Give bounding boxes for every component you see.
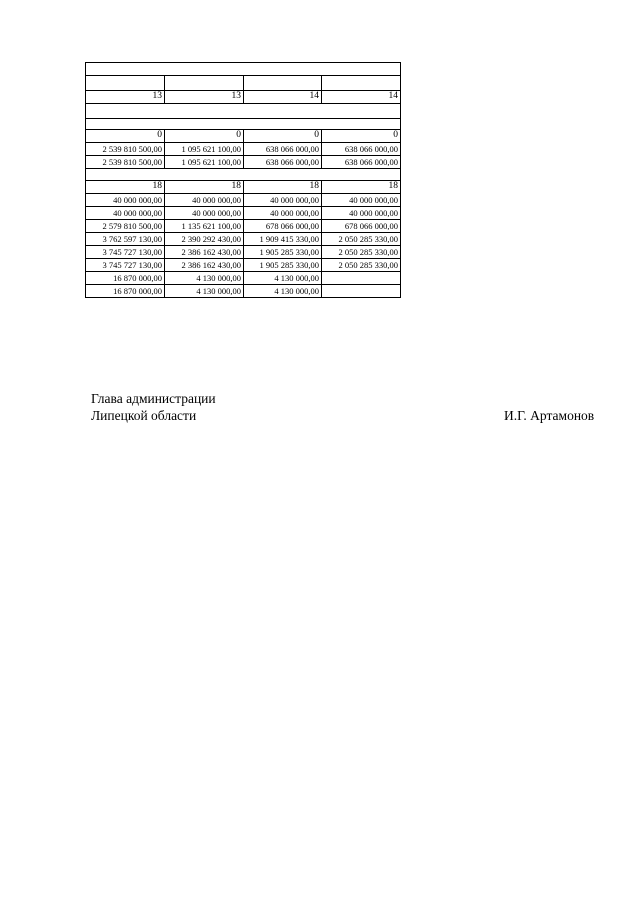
table-cell (244, 76, 322, 91)
table-row (86, 246, 401, 259)
table-cell: 0 (322, 130, 401, 143)
table-cell: 18 (165, 181, 244, 194)
table-cell (86, 63, 401, 76)
table-cell (322, 285, 401, 298)
table-cell: 40 000 000,00 (244, 207, 322, 220)
table-cell: 18 (322, 181, 401, 194)
table-cell: 40 000 000,00 (86, 194, 165, 207)
table-cell (322, 76, 401, 91)
table-cell: 4 130 000,00 (244, 272, 322, 285)
table-cell: 4 130 000,00 (165, 272, 244, 285)
table-cell (86, 169, 401, 181)
table-row (86, 272, 401, 285)
table-cell: 2 050 285 330,00 (322, 233, 401, 246)
table-cell: 40 000 000,00 (322, 207, 401, 220)
table-cell: 2 539 810 500,00 (86, 143, 165, 156)
table-cell: 18 (244, 181, 322, 194)
table-cell: 14 (322, 91, 401, 104)
table-cell: 18 (86, 181, 165, 194)
table-cell: 13 (165, 91, 244, 104)
table-cell: 3 745 727 130,00 (86, 259, 165, 272)
budget-table (85, 62, 401, 298)
table-cell: 1 909 415 330,00 (244, 233, 322, 246)
table-cell: 16 870 000,00 (86, 285, 165, 298)
table-row (86, 156, 401, 169)
table-cell (86, 119, 401, 130)
table-cell: 2 579 810 500,00 (86, 220, 165, 233)
table-cell: 2 539 810 500,00 (86, 156, 165, 169)
table-row (86, 285, 401, 298)
table-cell: 638 066 000,00 (244, 156, 322, 169)
table-cell: 40 000 000,00 (165, 207, 244, 220)
table-cell: 1 095 621 100,00 (165, 143, 244, 156)
table-row (86, 91, 401, 104)
table-cell: 3 762 597 130,00 (86, 233, 165, 246)
table-row (86, 194, 401, 207)
signatory-position-line1: Глава администрации (91, 391, 216, 406)
table-cell: 2 050 285 330,00 (322, 246, 401, 259)
table-cell: 40 000 000,00 (165, 194, 244, 207)
table-cell (165, 76, 244, 91)
table-row (86, 169, 401, 181)
table-cell: 638 066 000,00 (322, 156, 401, 169)
table-cell: 1 135 621 100,00 (165, 220, 244, 233)
table-cell: 0 (244, 130, 322, 143)
table-cell: 40 000 000,00 (322, 194, 401, 207)
table-cell: 638 066 000,00 (322, 143, 401, 156)
table-row (86, 119, 401, 130)
table-row (86, 76, 401, 91)
table-cell: 638 066 000,00 (244, 143, 322, 156)
table-row (86, 130, 401, 143)
table-cell: 40 000 000,00 (244, 194, 322, 207)
table-row (86, 259, 401, 272)
table-cell: 3 745 727 130,00 (86, 246, 165, 259)
table-cell: 0 (165, 130, 244, 143)
table-row (86, 233, 401, 246)
table-cell: 16 870 000,00 (86, 272, 165, 285)
table-cell (86, 76, 165, 91)
table-cell: 2 386 162 430,00 (165, 259, 244, 272)
table-cell: 678 066 000,00 (322, 220, 401, 233)
table-cell: 2 050 285 330,00 (322, 259, 401, 272)
table-row (86, 220, 401, 233)
table-row (86, 104, 401, 119)
table-cell: 40 000 000,00 (86, 207, 165, 220)
table-cell: 1 095 621 100,00 (165, 156, 244, 169)
table-cell: 4 130 000,00 (165, 285, 244, 298)
table-row (86, 181, 401, 194)
table-cell (322, 272, 401, 285)
table-cell: 4 130 000,00 (244, 285, 322, 298)
table-cell: 2 386 162 430,00 (165, 246, 244, 259)
table-row (86, 143, 401, 156)
table-cell: 1 905 285 330,00 (244, 246, 322, 259)
table-cell: 0 (86, 130, 165, 143)
signatory-position-line2: Липецкой области (91, 408, 197, 423)
table-row (86, 63, 401, 76)
table-cell: 2 390 292 430,00 (165, 233, 244, 246)
table-cell: 14 (244, 91, 322, 104)
table-cell: 678 066 000,00 (244, 220, 322, 233)
table-cell: 13 (86, 91, 165, 104)
signatory-name: И.Г. Артамонов (504, 408, 595, 423)
table-row (86, 207, 401, 220)
table-cell (86, 104, 401, 119)
table-cell: 1 905 285 330,00 (244, 259, 322, 272)
